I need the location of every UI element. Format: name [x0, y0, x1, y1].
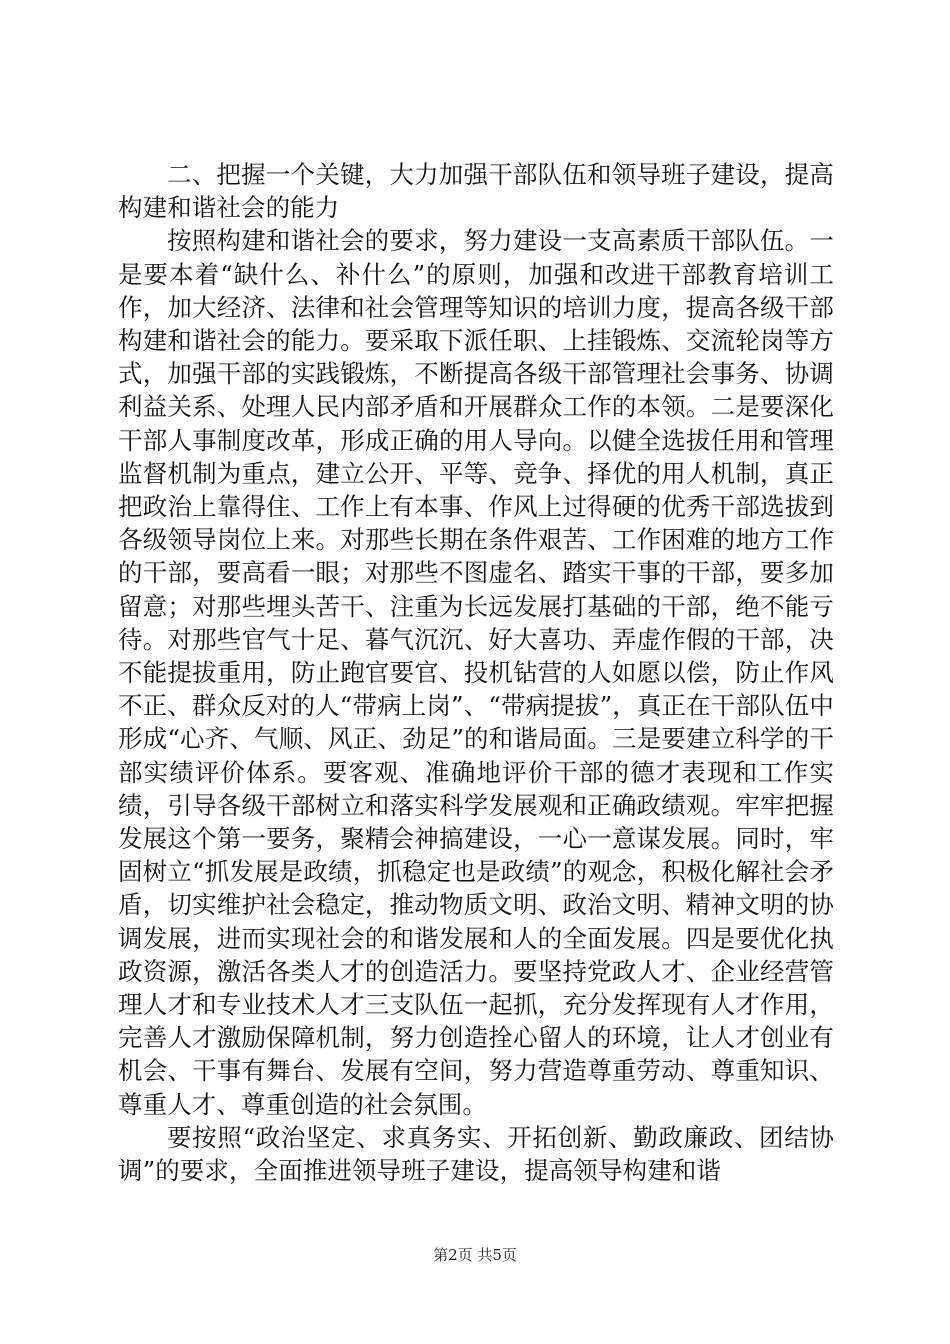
body-paragraph: 要按照“政治坚定、求真务实、开拓创新、勤政廉政、团结协调”的要求，全面推进领导班子建设，提高领导构建和谐	[118, 1122, 834, 1186]
page-footer: 第2页 共5页	[433, 1246, 517, 1264]
body-paragraph: 按照构建和谐社会的要求，努力建设一支高素质干部队伍。一是要本着“缺什么、补什么”的原则，加强和改进干部教育培训工作，加大经济、法律和社会管理等知识的培训力度，提高各级干部构建和谐社会的能力。要采取下派任职、上挂锻炼、交流轮岗等方式，加强干部的实践锻炼，不断提高各级干部管理社会事务、协调利益关系、处理人民内部矛盾和开展群众工作的本领。二是要深化干部人事制度改革，形成正确的用人导向。以健全选拔任用和管理监督机制为重点，建立公开、平等、竞争、择优的用人机制，真正把政治上靠得住、工作上有本事、作风上过得硬的优秀干部选拔到各级领导岗位上来。对那些长期在条件艰苦、工作困难的地方工作的干部，要高看一眼；对那些不图虚名、踏实干事的干部，要多加留意；对那些埋头苦干、注重为长远发展打基础的干部，绝不能亏待。对那些官气十足、暮气沉沉、好大喜功、弄虚作假的干部，决不能提拔重用，防止跑官要官、投机钻营的人如愿以偿，防止作风不正、群众反对的人“带病上岗”、“带病提拔”，真正在干部队伍中形成“心齐、气顺、风正、劲足”的和谐局面。三是要建立科学的干部实绩评价体系。要客观、准确地评价干部的德才表现和工作实绩，引导各级干部树立和落实科学发展观和正确政绩观。牢牢把握发展这个第一要务，聚精会神搞建设，一心一意谋发展。同时，牢固树立“抓发展是政绩，抓稳定也是政绩”的观念，积极化解社会矛盾，切实维护社会稳定，推动物质文明、政治文明、精神文明的协调发展，进而实现社会的和谐发展和人的全面发展。四是要优化执政资源，激活各类人才的创造活力。要坚持党政人才、企业经营管理人才和专业技术人才三支队伍一起抓，充分发挥现有人才作用，完善人才激励保障机制，努力创造拴心留人的环境，让人才创业有机会、干事有舞台、发展有空间，努力营造尊重劳动、尊重知识、尊重人才、尊重创造的社会氛围。	[118, 226, 834, 1119]
document-body	[118, 158, 834, 1187]
section-heading: 二、把握一个关键，大力加强干部队伍和领导班子建设，提高构建和谐社会的能力	[118, 160, 834, 223]
